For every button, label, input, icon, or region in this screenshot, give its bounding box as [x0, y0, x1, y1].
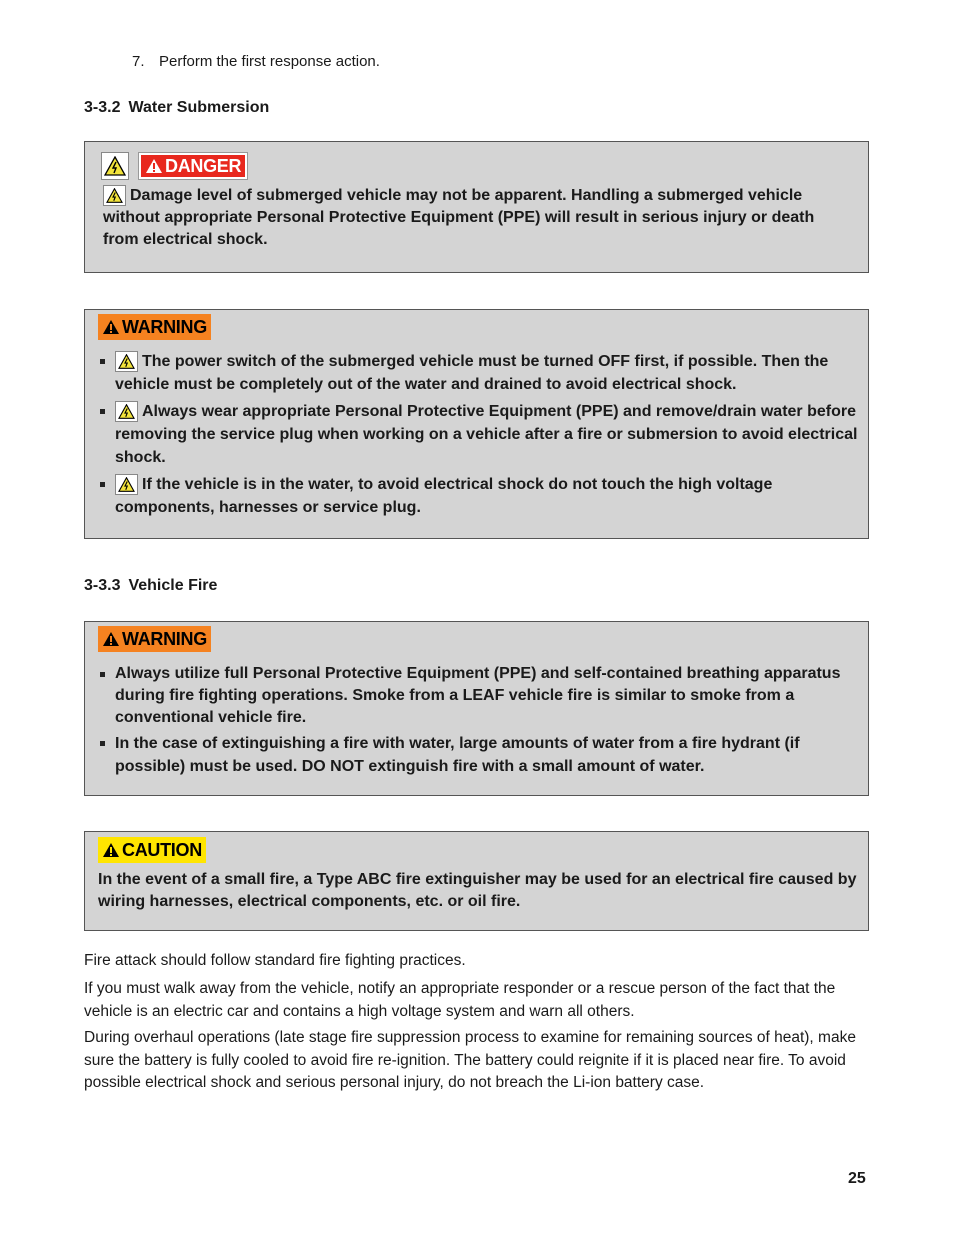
warning-signal-label: [98, 626, 211, 652]
danger-signal-label: [139, 153, 247, 179]
danger-message: [103, 185, 853, 251]
list-item: [99, 732, 860, 778]
danger-notice-box: [84, 141, 869, 273]
section-number: 3-3.3: [84, 577, 121, 594]
caution-signal-label: [98, 837, 206, 863]
list-item-text: Always utilize full Personal Protective Equipment (PPE) and self-contained breathing apparatus during fire fighting operations. Smoke from a LEAF vehicle fire is similar to smoke from a conventional vehicle fire.: [115, 665, 841, 726]
caution-notice-box: [84, 831, 869, 931]
high-voltage-warning-icon: [115, 474, 138, 495]
high-voltage-warning-icon: [115, 401, 138, 422]
body-paragraph: Fire attack should follow standard fire fighting practices.: [84, 952, 466, 969]
section-title: Vehicle Fire: [128, 577, 218, 594]
section-number: 3-3.2: [84, 99, 121, 116]
list-item-text: In the case of extinguishing a fire with water, large amounts of water from a fire hydrant (if possible) must be used. DO NOT extinguish fire with a small amount of water.: [115, 735, 800, 775]
body-paragraph: During overhaul operations (late stage fire suppression process to examine for remaining sources of heat), make sure the battery is fully cooled to avoid fire re-ignition. The battery could reignite if it is placed near fire. To avoid possible electrical shock and serious personal injury, do not breach the Li-ion battery case.: [84, 1029, 856, 1091]
alert-triangle-icon: [145, 158, 163, 174]
list-item: [99, 473, 860, 519]
warning-list-submersion: [99, 350, 860, 519]
high-voltage-warning-icon: [101, 152, 129, 180]
section-heading-vehicle-fire: [84, 577, 217, 595]
caution-label-row: [98, 837, 206, 863]
section-heading-water-submersion: [84, 99, 269, 117]
list-item: [99, 350, 860, 396]
danger-label-text: DANGER: [165, 155, 242, 176]
warning-notice-box-fire: [84, 621, 869, 796]
list-item-text: The power switch of the submerged vehicle must be turned OFF first, if possible. Then the vehicle must be completely out of the water and drained to avoid electrical shock.: [115, 353, 829, 393]
list-item-text: Always wear appropriate Personal Protective Equipment (PPE) and remove/drain water before removing the service plug when working on a vehicle after a fire or submersion to avoid electrical shock.: [115, 403, 858, 466]
danger-label-row: [101, 152, 247, 180]
caution-message: In the event of a small fire, a Type ABC fire extinguisher may be used for an electrical fire caused by wiring harnesses, electrical components, etc. or oil fire.: [98, 871, 857, 910]
body-paragraph: If you must walk away from the vehicle, notify an appropriate responder or a rescue person of the fact that the vehicle is an electric car and contains a high voltage system and warn all others.: [84, 980, 836, 1020]
warning-label-text: WARNING: [122, 628, 207, 649]
warning-label-text: WARNING: [122, 316, 207, 337]
list-item: [99, 400, 860, 469]
danger-message-text: Damage level of submerged vehicle may not be apparent. Handling a submerged vehicle without appropriate Personal Protective Equipment (PPE) will result in serious injury or death from electrical shock.: [103, 187, 815, 248]
page-number: 25: [848, 1170, 866, 1187]
section-title: Water Submersion: [128, 99, 270, 116]
list-item-text: If the vehicle is in the water, to avoid electrical shock do not touch the high voltage components, harnesses or service plug.: [115, 476, 773, 516]
warning-label-row: [98, 314, 211, 340]
warning-notice-box-submersion: [84, 309, 869, 539]
high-voltage-warning-icon: [115, 351, 138, 372]
alert-triangle-icon: [102, 842, 120, 858]
step-text: Perform the first response action.: [159, 53, 380, 70]
alert-triangle-icon: [102, 319, 120, 335]
step-7: [132, 53, 380, 70]
list-item: [99, 663, 860, 729]
step-number: 7.: [132, 53, 145, 70]
alert-triangle-icon: [102, 631, 120, 647]
caution-label-text: CAUTION: [122, 839, 202, 860]
warning-signal-label: [98, 314, 211, 340]
high-voltage-warning-icon: [103, 185, 126, 206]
warning-label-row: [98, 626, 211, 652]
warning-list-fire: [99, 663, 860, 778]
